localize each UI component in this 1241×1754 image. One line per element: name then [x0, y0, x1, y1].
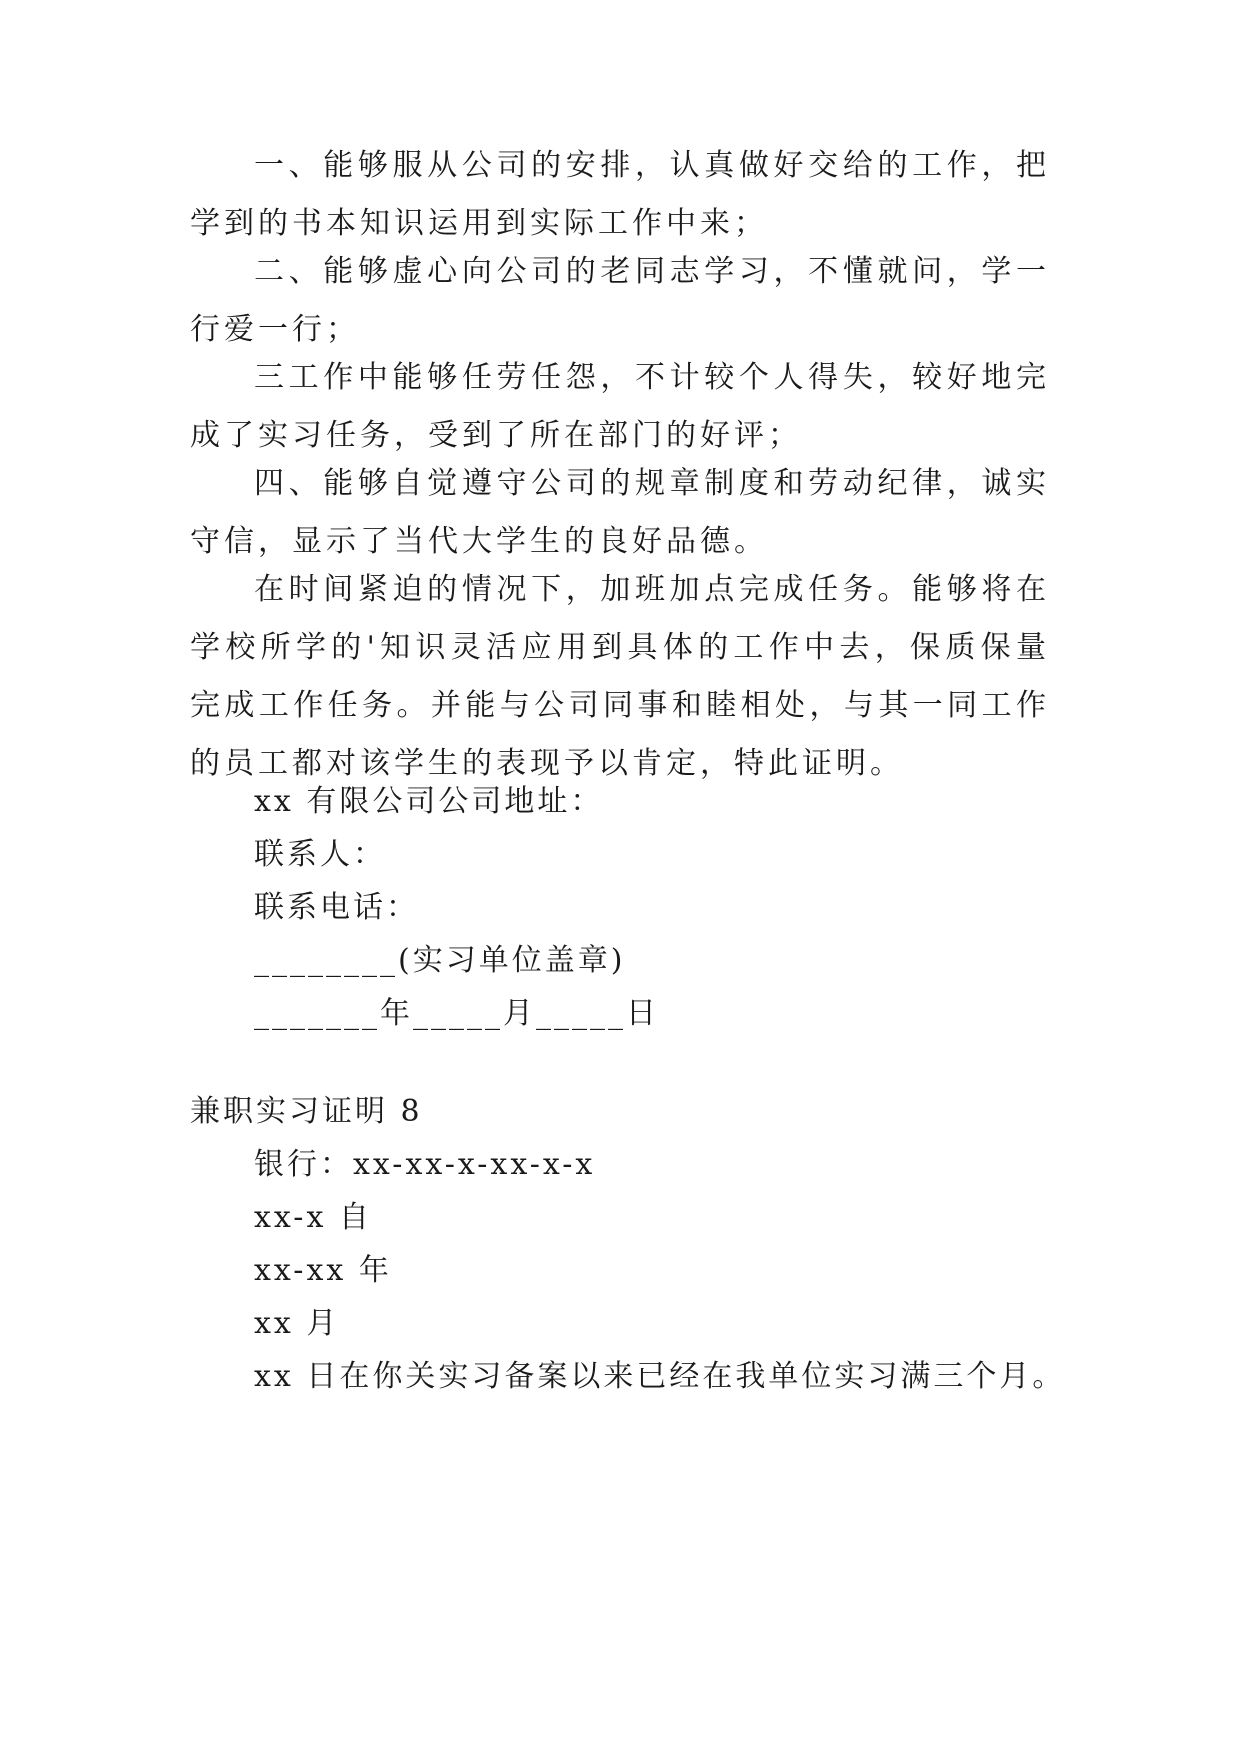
from-line: xx-x 自 [254, 1200, 372, 1235]
contact-phone-line: 联系电话： [254, 890, 419, 925]
year-line: xx-xx 年 [254, 1253, 392, 1288]
contact-person-line: 联系人： [254, 837, 386, 872]
paragraph-item-1: 一、能够服从公司的安排，认真做好交给的工作，把学到的书本知识运用到实际工作中来； [190, 148, 1050, 241]
date-line: _______年_____月_____日 [254, 996, 659, 1031]
seal-line: ________(实习单位盖章) [254, 943, 626, 978]
section-title: 兼职实习证明 8 [190, 1094, 423, 1129]
paragraph-item-3: 三工作中能够任劳任怨，不计较个人得失，较好地完成了实习任务，受到了所在部门的好评； [190, 360, 1050, 453]
company-address-line: xx 有限公司公司地址： [254, 784, 604, 819]
month-line: xx 月 [254, 1306, 340, 1341]
paragraph-item-2: 二、能够虚心向公司的老同志学习，不懂就问，学一行爱一行； [190, 254, 1050, 347]
bank-line: 银行：xx-xx-x-xx-x-x [254, 1147, 596, 1182]
paragraph-item-4: 四、能够自觉遵守公司的规章制度和劳动纪律，诚实守信，显示了当代大学生的良好品德。 [190, 466, 1050, 559]
internship-statement-line: xx 日在你关实习备案以来已经在我单位实习满三个月。 [254, 1359, 1066, 1394]
paragraph-closing: 在时间紧迫的情况下，加班加点完成任务。能够将在学校所学的'知识灵活应用到具体的工作中去，保质保量完成工作任务。并能与公司同事和睦相处，与其一同工作的员工都对该学生的表现予以肯定，特此证明。 [190, 572, 1050, 781]
